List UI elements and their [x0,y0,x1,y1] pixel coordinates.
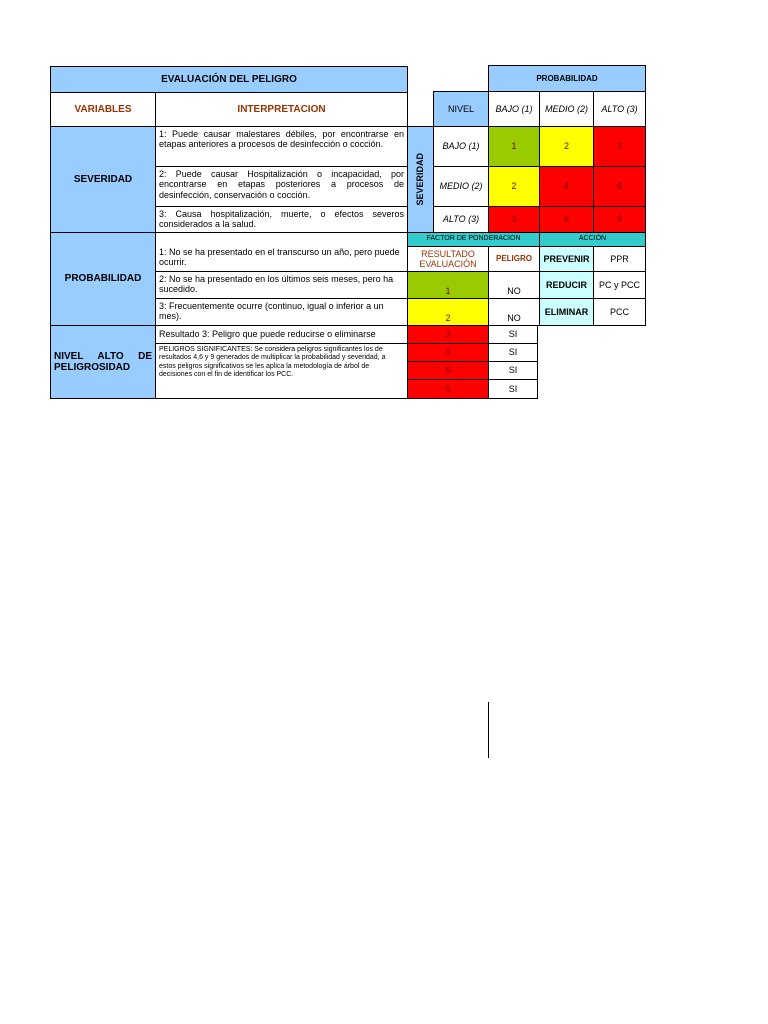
peligro-value: SI [488,379,538,399]
resultado-value: 2 [407,298,489,326]
resultado-evaluacion-header: RESULTADO EVALUACIÓN [407,246,489,272]
probabilidad-item-2: 2: No se ha presentado en los últimos seis meses, pero ha sucedido. [155,271,408,299]
significantes-title: PELIGROS SIGNIFICANTES: [159,346,253,353]
peligro-value: NO [488,298,540,326]
factor-ponderacion-header: FACTOR DE PONDERACION [407,232,540,247]
resultado-value: 9 [407,379,489,399]
resultado-value: 6 [407,361,489,380]
resultado-value: 1 [407,271,489,299]
severidad-item-2: 2: Puede causar Hospitalización o incapacidad, por encontrarse en etapas posteriores a procesos de desinfección, conservación o cocción. [155,166,408,207]
probabilidad-item-1: 1: No se ha presentado en el transcurso un año, pero puede ocurrir. [155,232,408,272]
severidad-label: SEVERIDAD [50,126,156,233]
row-header-alto: ALTO (3) [433,206,489,233]
matrix-cell: 4 [539,166,594,207]
accion-header: ACCIÓN [539,232,646,247]
matrix-cell: 1 [488,126,540,167]
severidad-vertical-text: SEVERIDAD [415,153,426,206]
col-header-medio: MEDIO (2) [539,91,594,127]
accion-reducir: REDUCIR [539,271,594,299]
table-title: EVALUACIÓN DEL PELIGRO [50,66,408,93]
matrix-cell: 6 [593,166,646,207]
accion-eliminar: ELIMINAR [539,298,594,326]
peligro-value: SI [488,325,538,344]
resultado-value: 3 [407,325,489,344]
col-header-alto: ALTO (3) [593,91,646,127]
row-header-bajo: BAJO (1) [433,126,489,167]
probabilidad-label: PROBABILIDAD [50,232,156,326]
interpretacion-header: INTERPRETACION [155,92,408,127]
accion-reducir-code: PC y PCC [593,271,646,299]
row-header-medio: MEDIO (2) [433,166,489,207]
peligro-value: NO [488,271,540,299]
variables-header: VARIABLES [50,92,156,127]
accion-eliminar-code: PCC [593,298,646,326]
accion-prevenir: PREVENIR [539,246,594,272]
peligro-header: PELIGRO [488,246,540,272]
significantes-body: Se considera peligros significantes los de resultados 4,6 y 9 generados de multiplicar la probabilidad y severidad, a estos peligros significativos se les aplica la metodología de árbol de decisiones con el fin de identificar los PCC. [159,346,386,379]
nivel-alto-label: NIVEL ALTO DE PELIGROSIDAD [50,325,156,399]
severidad-item-3: 3: Causa hospitalización, muerte, o efectos severos considerados a la salud. [155,206,408,233]
probabilidad-header: PROBABILIDAD [488,65,646,92]
peligro-value: SI [488,343,538,362]
matrix-cell: 3 [488,206,540,233]
matrix-cell: 6 [539,206,594,233]
peligros-significantes-text [155,343,408,399]
peligro-value: SI [488,361,538,380]
col-header-bajo: BAJO (1) [488,91,540,127]
accion-prevenir-code: PPR [593,246,646,272]
matrix-cell: 9 [593,206,646,233]
matrix-cell: 3 [593,126,646,167]
resultado-value: 4 [407,343,489,362]
probabilidad-item-3: 3: Frecuentemente ocurre (continuo, igual o inferior a un mes). [155,298,408,326]
severidad-vertical-header [407,126,434,233]
matrix-cell: 2 [488,166,540,207]
nivel-header: NIVEL [433,91,489,127]
matrix-cell: 2 [539,126,594,167]
resultado-3-text: Resultado 3: Peligro que puede reducirse o eliminarse [155,325,408,344]
severidad-item-1: 1: Puede causar malestares débiles, por encontrarse en etapas anteriores a procesos de desinfección o cocción. [155,126,408,167]
stray-divider-line [488,702,489,758]
